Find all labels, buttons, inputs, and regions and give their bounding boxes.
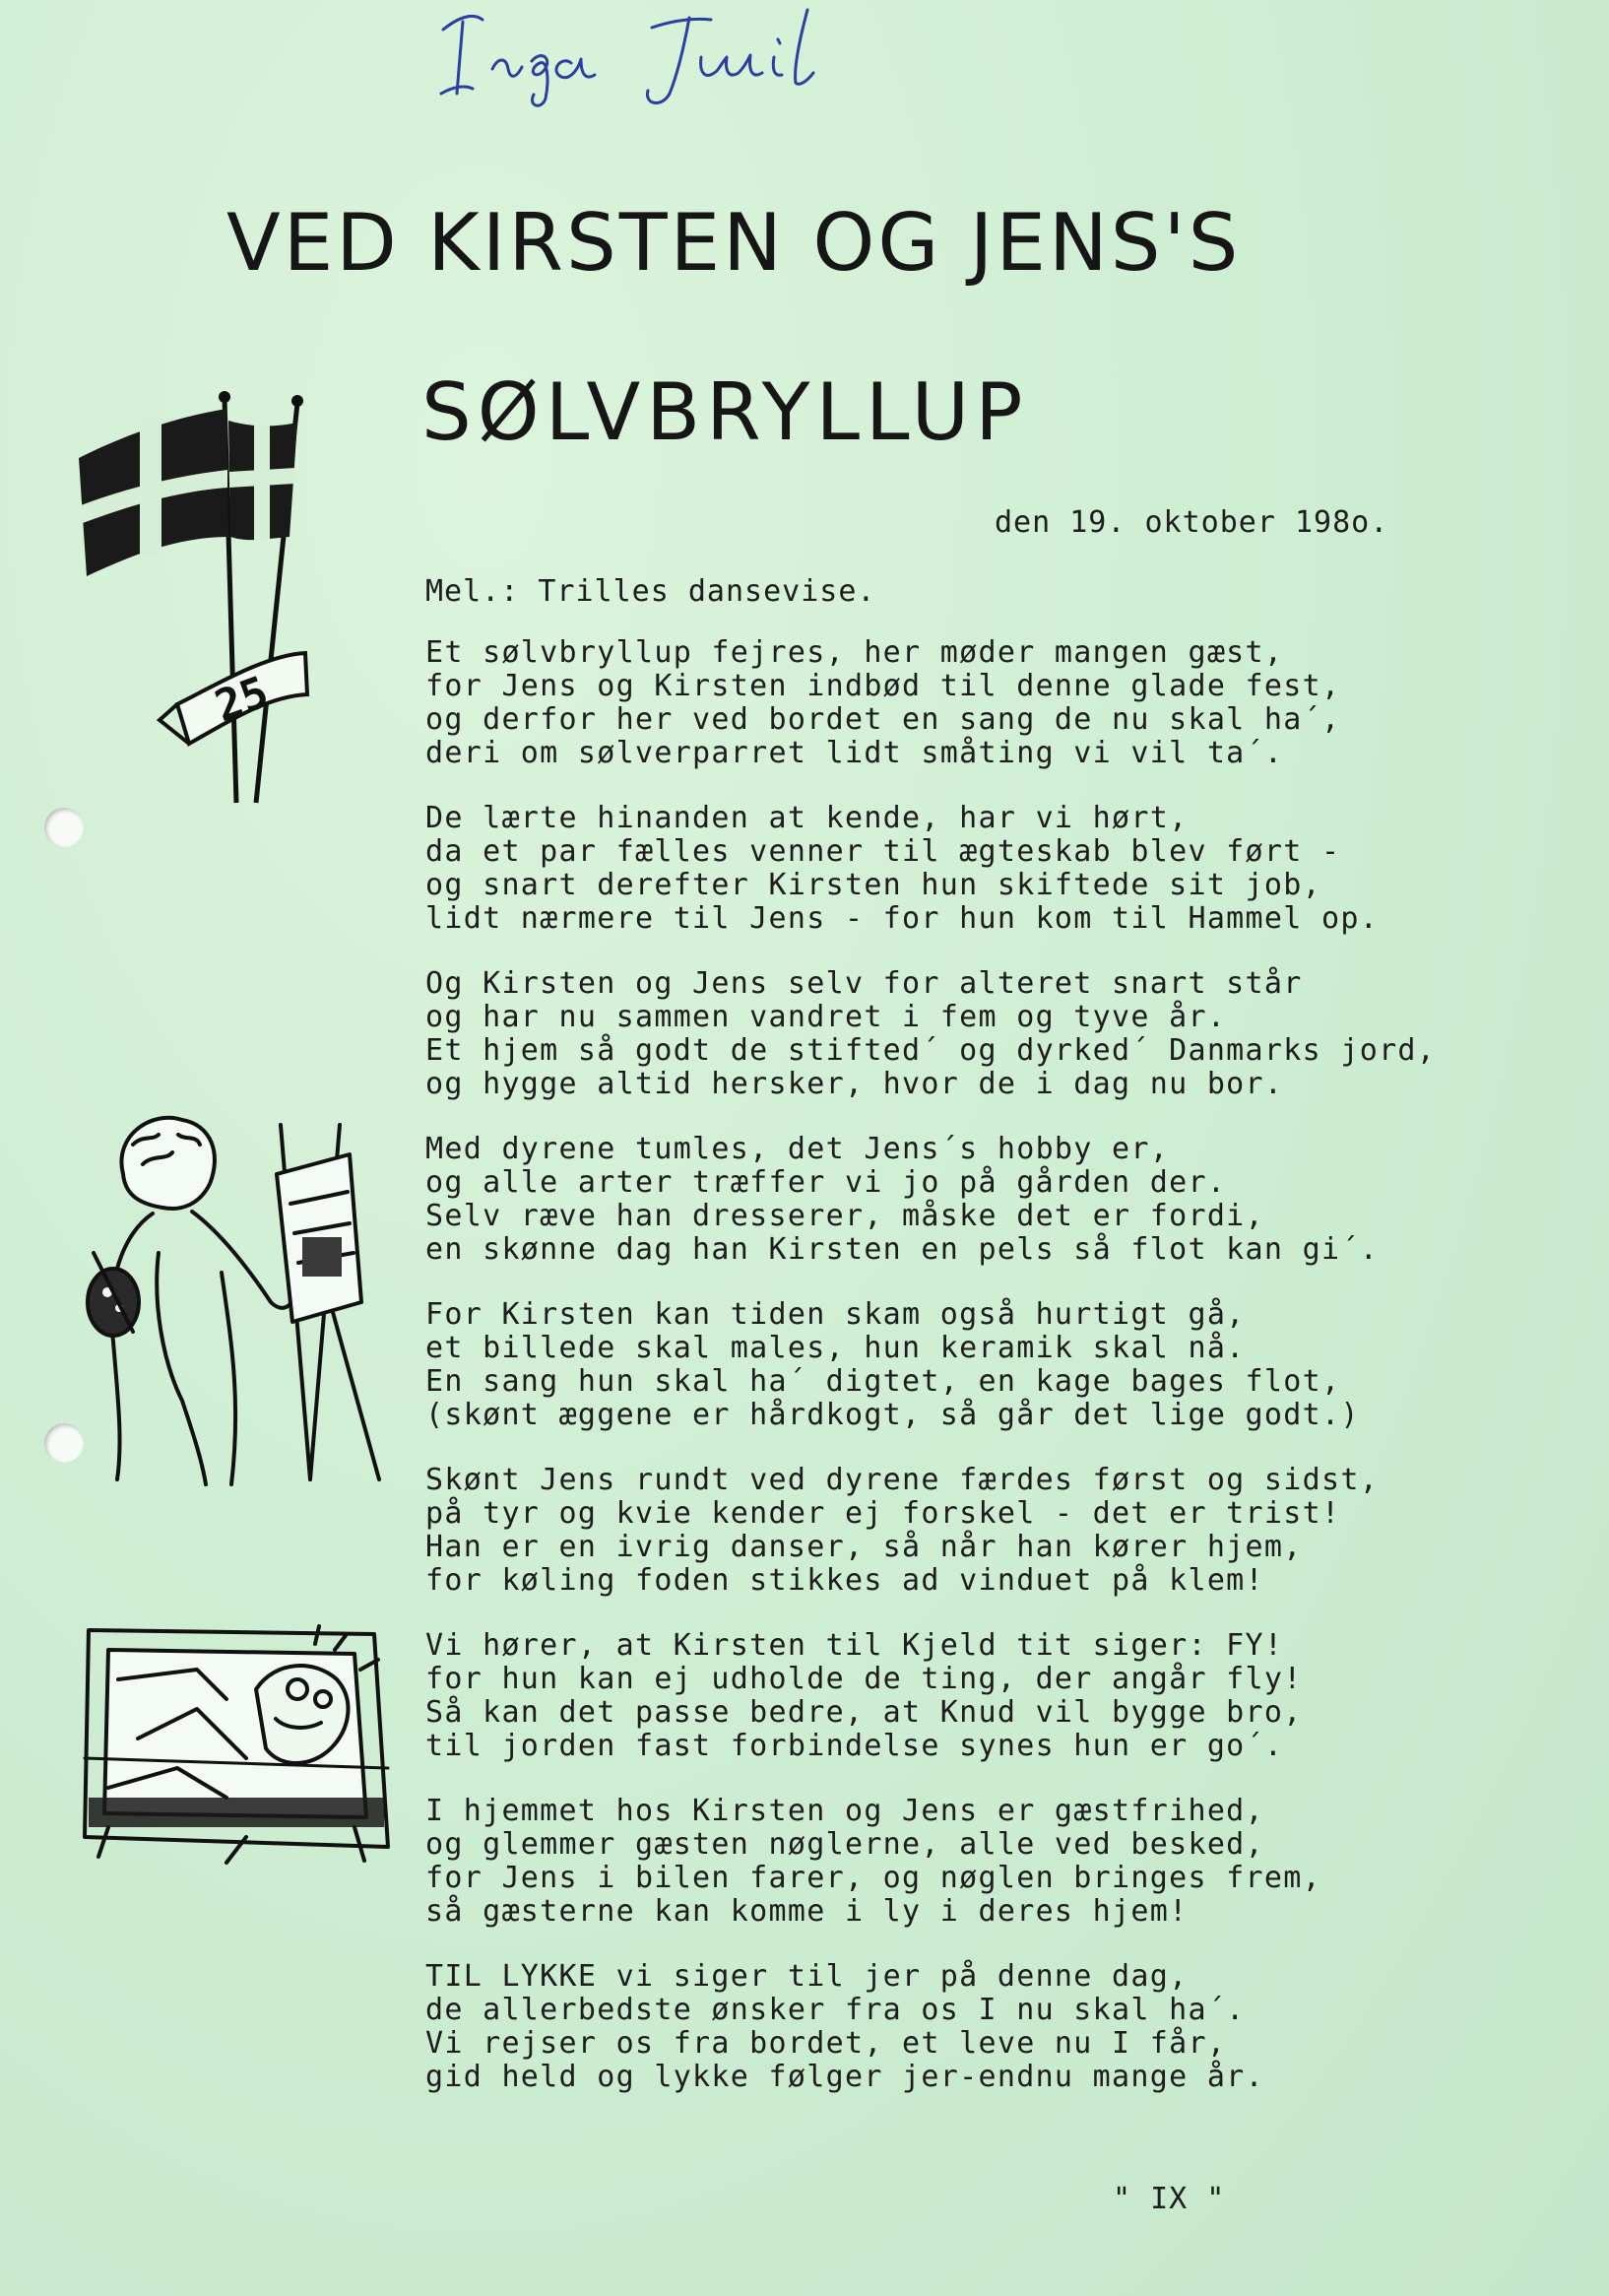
danish-flags-illustration [69, 389, 335, 813]
verse-6 [425, 1464, 1528, 1598]
verse-line: og hygge altid hersker, hvor de i dag nu bor. [425, 1067, 1284, 1101]
verse-4 [425, 1133, 1528, 1267]
verse-line: på tyr og kvie kender ej forskel - det er trist! [425, 1496, 1341, 1531]
verse-line: og har nu sammen vandret i fem og tyve år. [425, 1000, 1227, 1034]
verse-3 [425, 967, 1528, 1101]
verse-line: de allerbedste ønsker fra os I nu skal ha´. [425, 1993, 1246, 2027]
verse-line: en skønne dag han Kirsten en pels så flot kan gi´. [425, 1232, 1380, 1267]
verse-line: for Jens i bilen farer, og nøglen bringes frem, [425, 1861, 1321, 1895]
date-line: den 19. oktober 198o. [995, 505, 1389, 540]
song-verses [425, 636, 1528, 2126]
verse-line: et billede skal males, hun keramik skal nå. [425, 1331, 1246, 1365]
verse-line: og glemmer gæsten nøglerne, alle ved besked, [425, 1827, 1264, 1862]
verse-line: deri om sølverparret lidt småting vi vil ta´. [425, 736, 1284, 770]
verse-line: så gæsterne kan komme i ly i deres hjem! [425, 1894, 1189, 1929]
title-line-2: SØLVBRYLLUP [421, 366, 1029, 458]
verse-line: En sang hun skal ha´ digtet, en kage bages flot, [425, 1364, 1341, 1399]
painter-illustration [84, 1105, 399, 1489]
verse-8 [425, 1795, 1528, 1929]
verse-line: til jorden fast forbindelse synes hun er go´. [425, 1729, 1284, 1763]
verse-line: for Jens og Kirsten indbød til denne glade fest, [425, 669, 1341, 703]
verse-line: Skønt Jens rundt ved dyrene færdes først og sidst, [425, 1463, 1380, 1497]
verse-line: Han er en ivrig danser, så når han kører hjem, [425, 1530, 1303, 1564]
verse-2 [425, 802, 1528, 936]
verse-line: og snart derefter Kirsten hun skiftede sit job, [425, 868, 1321, 902]
verse-line: I hjemmet hos Kirsten og Jens er gæstfrihed, [425, 1794, 1264, 1828]
verse-line: Selv ræve han dresserer, måske det er fordi, [425, 1199, 1264, 1233]
verse-line: For Kirsten kan tiden skam også hurtigt gå, [425, 1297, 1246, 1332]
verse-line: for køling foden stikkes ad vinduet på klem! [425, 1563, 1264, 1598]
verse-line: TIL LYKKE vi siger til jer på denne dag, [425, 1959, 1189, 1994]
verse-9 [425, 1960, 1528, 2094]
verse-line: Så kan det passe bedre, at Knud vil bygge bro, [425, 1695, 1303, 1730]
punch-hole-top [44, 808, 84, 847]
verse-line: Og Kirsten og Jens selv for alteret snart står [425, 966, 1303, 1001]
verse-line: lidt nærmere til Jens - for hun kom til Hammel op. [425, 901, 1380, 936]
verse-line: og alle arter træffer vi jo på gården der. [425, 1165, 1227, 1200]
verse-1 [425, 636, 1528, 770]
verse-5 [425, 1298, 1528, 1432]
page-number: " IX " [1113, 2182, 1226, 2216]
title-line-1: VED KIRSTEN OG JENS'S [226, 197, 1242, 289]
badge-number: 25 [208, 667, 276, 733]
verse-line: Med dyrene tumles, det Jens´s hobby er, [425, 1132, 1170, 1166]
verse-line: De lærte hinanden at kende, har vi hørt, [425, 801, 1189, 835]
verse-line: Vi rejser os fra bordet, et leve nu I får, [425, 2026, 1227, 2061]
verse-line: da et par fælles venner til ægteskab blev ført - [425, 834, 1341, 869]
verse-line: (skønt æggene er hårdkogt, så går det lige godt.) [425, 1398, 1360, 1432]
handwritten-signature [433, 0, 926, 113]
verse-line: Et hjem så godt de stifted´ og dyrked´ Danmarks jord, [425, 1033, 1437, 1068]
punch-hole-bottom [44, 1423, 84, 1463]
verse-line: Et sølvbryllup fejres, her møder mangen gæst, [425, 635, 1284, 670]
car-window-feet-illustration [79, 1620, 394, 1867]
verse-7 [425, 1629, 1528, 1763]
verse-line: og derfor her ved bordet en sang de nu skal ha´, [425, 702, 1341, 737]
verse-line: for hun kan ej udholde de ting, der angår fly! [425, 1662, 1303, 1696]
verse-line: gid held og lykke følger jer-endnu mange år. [425, 2060, 1264, 2094]
melody-line: Mel.: Trilles dansevise. [425, 574, 876, 609]
verse-line: Vi hører, at Kirsten til Kjeld tit siger: FY! [425, 1628, 1284, 1663]
